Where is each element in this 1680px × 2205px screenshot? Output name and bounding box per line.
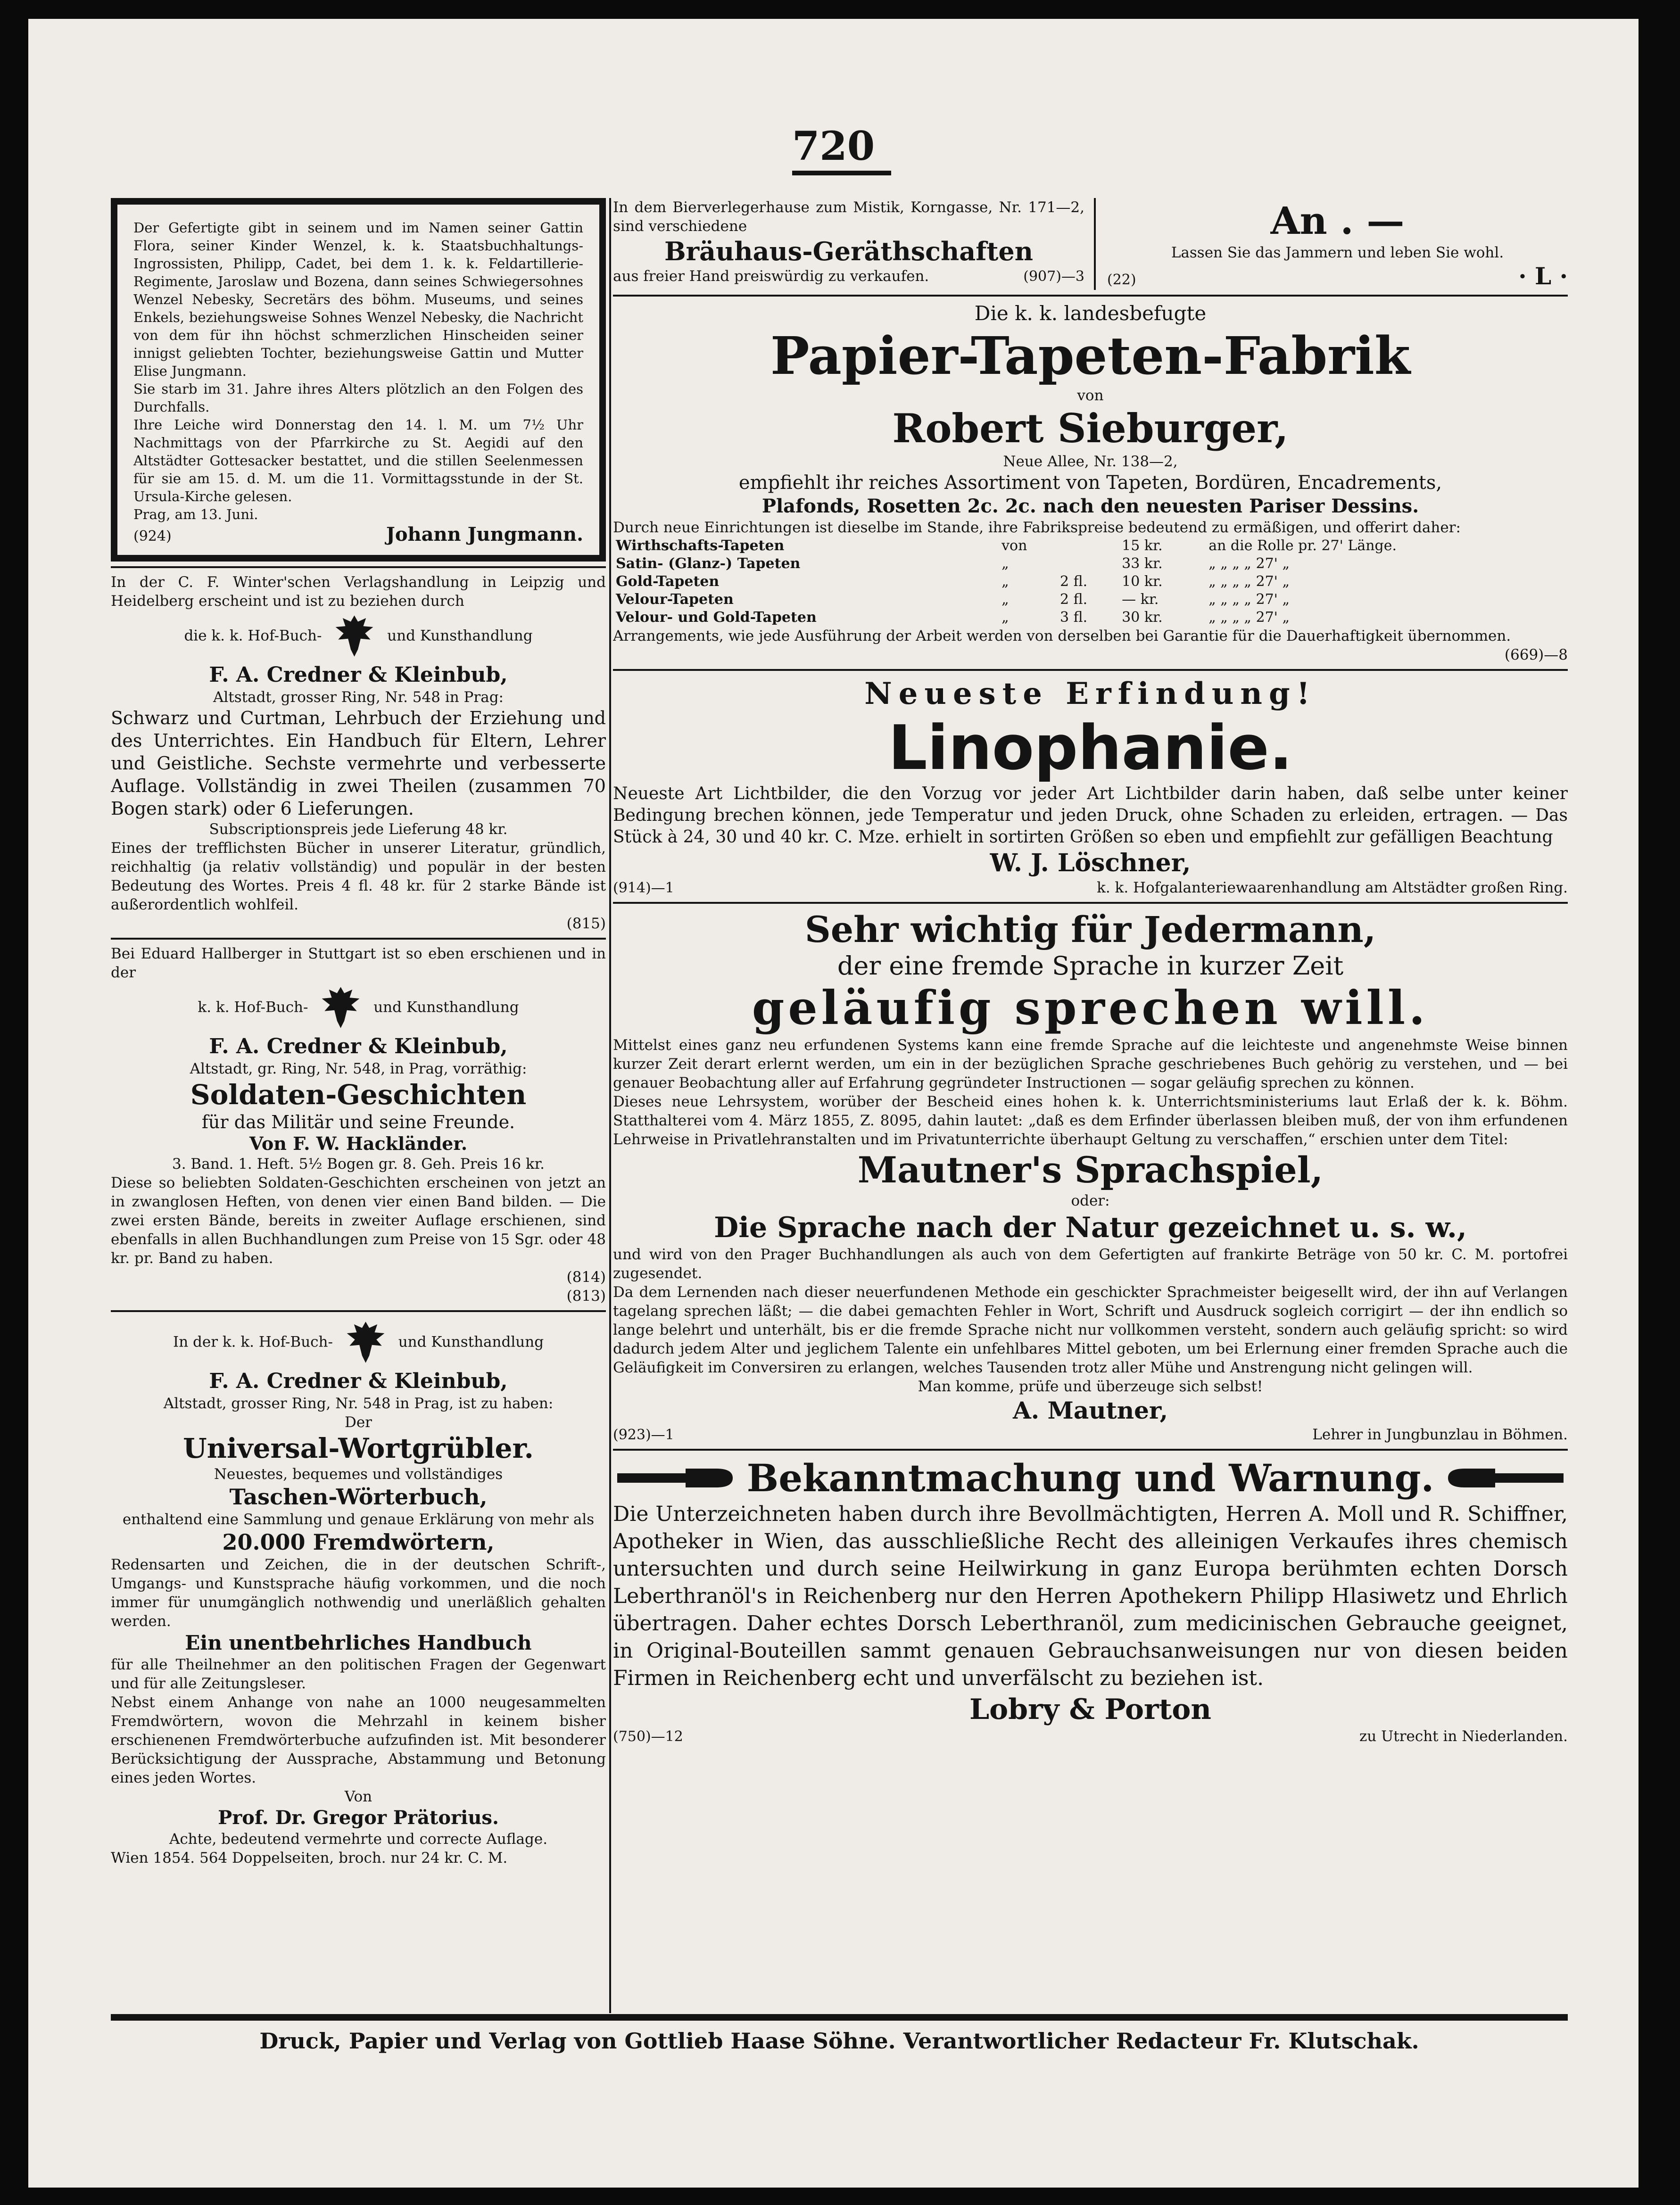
ad-brauhaus-title: Bräuhaus-Geräthschaften [664, 236, 1034, 266]
table-cell: Velour-Tapeten [616, 591, 734, 608]
table-cell [1057, 537, 1119, 555]
table-cell: „ „ „ „ 27' „ [1208, 591, 1290, 608]
table-cell: 2 fl. [1060, 591, 1088, 608]
table-cell: Wirthschafts-Tapeten [616, 537, 785, 554]
ad-brauhaus-number: (907)—3 [1023, 268, 1084, 285]
ad-tapeten [613, 301, 1568, 664]
ad-lehrbuch-title: Schwarz und Curtman, Lehrbuch der Erziehung und des Unterrichtes. Ein Handbuch für Eltern, Lehrer und Geistliche. Sechste vermehrte und verbesserte Auflage. Vollständig in zwei Theilen (zusammen 70 Bogen stark) oder 6 Lieferungen. [111, 708, 606, 819]
ad-soldaten-number: (814) [566, 1269, 606, 1286]
ad-lehrbuch-intro: In der C. F. Winter'schen Verlagshandlung in Leipzig und Heidelberg erscheint und ist zu beziehen durch [111, 574, 606, 610]
ad-warnung-signer-title: zu Utrecht in Niederlanden. [1359, 1728, 1568, 1745]
ad-wortgruebler-title2: Taschen-Wörterbuch, [229, 1484, 488, 1510]
ad-wortgruebler-von: Von [344, 1788, 372, 1805]
ad-sprache-p3: und wird von den Prager Buchhandlungen als auch von dem Gefertigten auf frankirte Beträge von 50 kr. C. M. portofrei zugesendet. [613, 1246, 1568, 1282]
ad-sprache-signer: A. Mautner, [1012, 1396, 1168, 1424]
ad-warnung-number: (750)—12 [613, 1728, 683, 1745]
shop-label-post: und Kunsthandlung [373, 999, 519, 1016]
ad-lehrbuch-shop [111, 611, 606, 662]
obituary-notice [111, 198, 606, 562]
ad-wortgruebler-sub1: Neuestes, bequemes und vollständiges [214, 1466, 503, 1483]
ad-tapeten-von: von [1077, 387, 1104, 404]
table-cell: 2 fl. [1060, 573, 1088, 590]
table-cell: „ [1001, 609, 1009, 626]
ad-an [1107, 198, 1568, 290]
ad-tapeten-title: Papier-Tapeten-Fabrik [770, 325, 1411, 386]
ad-linophanie-title: Linophanie. [888, 712, 1293, 784]
ad-linophanie-text: Neueste Art Lichtbilder, die den Vorzug vor jeder Art Lichtbilder darin haben, daß selbe unter keiner Bedingung brechen können, jede Temperatur und jeden Druck, ohne Schaden zu erleiden, ertragen. — Das Stück à 24, 30 und 40 kr. C. Mze. erhielt in sortirten Größen so eben und empfiehlt zur gefälligen Beachtung [613, 784, 1568, 847]
ad-sprache-title4: Mautner's Sprachspiel, [857, 1149, 1324, 1191]
ad-linophanie-number: (914)—1 [613, 880, 674, 896]
ad-an-text: Lassen Sie das Jammern und leben Sie wohl. [1171, 244, 1504, 261]
ad-an-number: (22) [1107, 272, 1136, 288]
page-number: 720 [792, 123, 875, 169]
ad-sprache-title1: Sehr wichtig für Jedermann, [804, 908, 1376, 950]
table-cell: 10 kr. [1122, 573, 1163, 590]
ad-lehrbuch-price: Subscriptionspreis jede Lieferung 48 kr. [209, 821, 508, 838]
table-cell: „ [1001, 573, 1009, 590]
table-cell: an die Rolle pr. 27' Länge. [1208, 537, 1397, 554]
divider [613, 902, 1568, 904]
ad-tapeten-number: (669)—8 [1504, 646, 1568, 663]
divider [111, 1310, 606, 1312]
shop-label-post: und Kunsthandlung [387, 627, 533, 644]
ad-warnung-title: Bekanntmachung und Warnung. [746, 1456, 1434, 1500]
right-column [613, 198, 1568, 2013]
ad-lehrbuch [111, 573, 606, 933]
ad-wortgruebler-der: Der [344, 1414, 372, 1431]
ad-soldaten-author: Von F. W. Hackländer. [249, 1133, 468, 1154]
page-number-underline [792, 171, 891, 175]
ad-lehrbuch-seller: F. A. Credner & Kleinbub, [209, 663, 508, 687]
ad-sprache-p1: Mittelst eines ganz neu erfundenen Systems kann eine fremde Sprache auf die leichteste und angenehmste Weise binnen kurzer Zeit derart erlernt werden, um ein in der bezüglichen Sprache geschriebenes Buch gehörig zu verstehen, und — bei genauer Beobachtung aller auf Erfahrung gegründeter Instructionen — sogar geläufig sprechen zu können. [613, 1037, 1568, 1091]
table-cell: 3 fl. [1060, 609, 1088, 626]
ad-sprache-title2: der eine fremde Sprache in kurzer Zeit [837, 951, 1344, 981]
price-table [613, 537, 1568, 627]
divider [613, 1449, 1568, 1451]
obituary-text: Der Gefertigte gibt in seinem und im Namen seiner Gattin Flora, seiner Kinder Wenzel, k. k. Staatsbuchhaltungs-Ingrossisten, Philipp, Cadet, bei dem 1. k. k. Feldartillerie-Regimente, Jaroslaw und Bozena, dann seines Schwiegersohnes Wenzel Nebesky, Secretärs des böhm. Museums, und seines Enkels, beziehungsweise Sohnes Wenzel Nebesky, die Nachricht von dem für ihn höchst schmerzlichen Hinscheiden seiner innigst geliebten Tochter, beziehungsweise Gattin und Mutter Elise Jungmann. [133, 220, 583, 379]
shop-label-pre: die k. k. Hof-Buch- [184, 627, 322, 644]
table-cell: Velour- und Gold-Tapeten [616, 609, 817, 626]
ad-soldaten-address: Altstadt, gr. Ring, Nr. 548, in Prag, vorräthig: [190, 1060, 527, 1077]
ad-an-foot [1107, 262, 1568, 290]
table-row [613, 555, 1568, 573]
ad-warnung-text: Die Unterzeichneten haben durch ihre Bevollmächtigten, Herren A. Moll und R. Schiffner, Apotheker in Wien, das ausschließliche Recht des alleinigen Verkaufes ihres chemisch untersuchten und durch seine Heilwirkung in ganz Europa berühmten echten Dorsch Leberthranöl's in Reichenberg nur den Herren Apothekern Philipp Hlasiwetz und Ehrlich übertragen. Daher echtes Dorsch Leberthranöl, zum medicinischen Gebrauche geeignet, in Original-Bouteillen sammt genauen Gebrauchsanweisungen nur von diesen beiden Firmen in Reichenberg echt und unverfälscht zu beziehen ist. [613, 1502, 1568, 1690]
divider [111, 938, 606, 940]
ad-sprache-foot [613, 1425, 1568, 1444]
imperial-eagle-icon [343, 1317, 388, 1369]
ad-tapeten-address: Neue Allee, Nr. 138—2, [1003, 453, 1178, 470]
ad-warnung [613, 1455, 1568, 1746]
ad-soldaten-title: Soldaten-Geschichten [190, 1079, 527, 1111]
table-row [613, 573, 1568, 591]
ad-sprache-number: (923)—1 [613, 1427, 674, 1443]
table-cell: — kr. [1122, 591, 1159, 608]
ad-wortgruebler-sub2: enthaltend eine Sammlung und genaue Erklärung von mehr als [122, 1511, 595, 1528]
ad-sprache-p5: Man komme, prüfe und überzeuge sich selbst! [918, 1378, 1263, 1395]
ad-brauhaus-text: In dem Bierverlegerhause zum Mistik, Korngasse, Nr. 171—2, sind verschiedene [613, 199, 1084, 235]
ad-tapeten-line1: empfiehlt ihr reiches Assortiment von Tapeten, Bordüren, Encadrements, [738, 472, 1442, 494]
table-cell: von [1001, 537, 1027, 554]
table-cell: „ „ „ „ 27' „ [1208, 573, 1290, 590]
pointing-hand-right-icon [615, 1459, 737, 1497]
ad-wortgruebler-sub5: Nebst einem Anhange von nahe an 1000 neugesammelten Fremdwörtern, wovon die Mehrzahl in keinem bisher erschienenen Fremdwörterbuche aufzufinden ist. Mit besonderer Berücksichtigung der Aussprache, Abstammung und Betonung eines jeden Wortes. [111, 1694, 606, 1786]
table-cell [1057, 555, 1119, 573]
ad-warnung-title-row [613, 1455, 1568, 1501]
shop-label-post: und Kunsthandlung [398, 1333, 544, 1351]
table-cell: Satin- (Glanz-) Tapeten [616, 555, 801, 572]
shop-label-pre: k. k. Hof-Buch- [198, 999, 308, 1016]
ad-sprache-p2: Dieses neue Lehrsystem, worüber der Bescheid eines hohen k. k. Unterrichtsministeriums laut Erlaß der k. k. Böhm. Statthalterei vom 4. März 1855, Z. 8095, dahin lautet: „daß es dem Erfinder überlassen bleiben muß, der von ihm erfundenen Lehrweise in Privatlehranstalten und im Privatunterrichte überhaupt Geltung zu verschaffen,“ erschien unter dem Titel: [613, 1093, 1568, 1148]
ad-sprache-oder: oder: [1071, 1192, 1110, 1209]
ad-tapeten-line2: Plafonds, Rosetten 2c. 2c. nach den neuesten Pariser Dessins. [761, 495, 1419, 517]
table-row [613, 609, 1568, 627]
ad-linophanie-pre: Neueste Erfindung! [864, 676, 1316, 711]
ad-wortgruebler-edition: Achte, bedeutend vermehrte und correcte Auflage. [169, 1831, 548, 1848]
column-divider [609, 198, 611, 2013]
imperial-eagle-icon [332, 611, 377, 662]
imperial-eagle-icon [318, 982, 363, 1034]
obituary-text-3: Ihre Leiche wird Donnerstag den 14. l. M. um 7½ Uhr Nachmittags von der Pfarrkirche zu St. Aegidi auf den Altstädter Gottesacker bestattet, und die stillen Seelenmessen für sie am 15. d. M. um die 11. Vormittagsstunde in der St. Ursula-Kirche gelesen. [133, 417, 583, 504]
table-cell: Gold-Tapeten [616, 573, 720, 590]
obituary-signature: Johann Jungmann. [386, 523, 583, 545]
ad-wortgruebler-address: Altstadt, grosser Ring, Nr. 548 in Prag, ist zu haben: [163, 1395, 554, 1412]
obituary-signature-row [133, 523, 583, 545]
imprint-footer: Druck, Papier und Verlag von Gottlieb Haase Söhne. Verantwortlicher Redacteur Fr. Klutschak. [259, 2028, 1419, 2054]
shop-label-pre: In der k. k. Hof-Buch- [173, 1333, 333, 1351]
ad-soldaten-intro: Bei Eduard Hallberger in Stuttgart ist so eben erschienen und in der [111, 945, 606, 981]
table-row [613, 591, 1568, 609]
ad-wortgruebler-seller: F. A. Credner & Kleinbub, [209, 1369, 508, 1393]
ad-lehrbuch-text: Eines der trefflichsten Bücher in unserer Literatur, gründlich, reichhaltig (ja relativ vollständig) und populär in der besten Bedeutung des Wortes. Preis 4 fl. 48 kr. für 2 starke Bände ist außerordentlich wohlfeil. [111, 840, 606, 913]
table-cell: „ „ „ „ 27' „ [1208, 609, 1290, 626]
ad-linophanie-signer: W. J. Löschner, [990, 849, 1191, 877]
ad-soldaten-text: Diese so beliebten Soldaten-Geschichten erscheinen von jetzt an in zwanglosen Heften, von denen vier einen Band bilden. — Die zwei ersten Bände, bereits in zweiter Auflage erschienen, sind ebenfalls in allen Buchhandlungen zum Preise von 15 Sgr. oder 48 kr. pr. Band zu haben. [111, 1174, 606, 1267]
ad-an-title: An . — [1270, 198, 1405, 243]
ad-linophanie [613, 676, 1568, 897]
ad-an-sign: · L · [1518, 262, 1568, 290]
table-cell: 33 kr. [1122, 555, 1163, 572]
ad-tapeten-line3: Durch neue Einrichtungen ist dieselbe im Stande, ihre Fabrikspreise bedeutend zu ermäßigen, und offerirt daher: [613, 519, 1461, 536]
divider [613, 295, 1568, 297]
ad-tapeten-closing: Arrangements, wie jede Ausführung der Arbeit werden von derselben bei Garantie für die Dauerhaftigkeit übernommen. [613, 628, 1511, 644]
ad-lehrbuch-number: (815) [566, 915, 606, 932]
ad-sprache-title5: Die Sprache nach der Natur gezeichnet u. s. w., [714, 1211, 1467, 1244]
ad-tapeten-owner: Robert Sieburger, [892, 405, 1289, 452]
table-cell: „ [1001, 591, 1009, 608]
ad-wortgruebler-title3: Ein unentbehrliches Handbuch [185, 1631, 532, 1654]
table-row [613, 537, 1568, 555]
ad-brauhaus [613, 198, 1096, 290]
left-column [111, 198, 606, 2013]
ad-wortgruebler-sub4: für alle Theilnehmer an den politischen Fragen der Gegenwart und für alle Zeitungsleser. [111, 1656, 606, 1692]
ad-wortgruebler-sub3: Redensarten und Zeichen, die in der deutschen Schrift-, Umgangs- und Kunstsprache häufig vorkommen, und die noch immer für unumgänglich nothwendig und unerläßlich gehalten werden. [111, 1556, 606, 1630]
newspaper-page [28, 19, 1639, 2188]
ad-warnung-foot [613, 1727, 1568, 1746]
ad-tapeten-pre: Die k. k. landesbefugte [974, 302, 1207, 325]
ad-soldaten-shop [111, 982, 606, 1034]
ad-brauhaus-text2: aus freier Hand preiswürdig zu verkaufen. [613, 268, 929, 285]
divider [613, 669, 1568, 671]
ad-wortgruebler-author: Prof. Dr. Gregor Prätorius. [218, 1807, 499, 1829]
ad-soldaten-number-2: (813) [566, 1288, 606, 1305]
ad-sprache-signer-title: Lehrer in Jungbunzlau in Böhmen. [1312, 1426, 1568, 1443]
ad-wortgruebler-count: 20.000 Fremdwörtern, [222, 1529, 495, 1555]
ad-wortgruebler-pub: Wien 1854. 564 Doppelseiten, broch. nur 24 kr. C. M. [111, 1850, 508, 1866]
ad-sprache-title3: geläufig sprechen will. [752, 981, 1429, 1035]
ad-lehrbuch-address: Altstadt, grosser Ring, Nr. 548 in Prag: [213, 689, 504, 706]
ad-soldaten-subtitle: für das Militär und seine Freunde. [201, 1112, 515, 1132]
ad-soldaten-details: 3. Band. 1. Heft. 5½ Bogen gr. 8. Geh. Preis 16 kr. [172, 1156, 545, 1173]
top-ads-row [613, 198, 1568, 290]
table-cell: „ „ „ „ 27' „ [1208, 555, 1290, 572]
ad-sprache [613, 908, 1568, 1444]
ad-wortgruebler-title: Universal-Wortgrübler. [183, 1432, 534, 1464]
ad-wortgruebler [111, 1317, 606, 1867]
table-cell: 15 kr. [1122, 537, 1163, 554]
footer-rule [111, 2014, 1568, 2021]
ad-linophanie-foot [613, 878, 1568, 897]
obituary-number: (924) [133, 528, 172, 545]
ad-linophanie-signer-title: k. k. Hofgalanteriewaarenhandlung am Altstädter großen Ring. [1097, 879, 1568, 896]
ad-soldaten-seller: F. A. Credner & Kleinbub, [209, 1034, 508, 1058]
obituary-place-date: Prag, am 13. Juni. [133, 506, 258, 522]
ad-soldaten [111, 944, 606, 1305]
ad-wortgruebler-shop [111, 1317, 606, 1369]
table-cell: 30 kr. [1122, 609, 1163, 626]
ad-brauhaus-foot [613, 267, 1084, 286]
ad-warnung-signer: Lobry & Porton [969, 1693, 1212, 1726]
divider [111, 566, 606, 568]
ad-sprache-p4: Da dem Lernenden nach dieser neuerfundenen Methode ein geschickter Sprachmeister beigesellt wird, der ihn auf Verlangen tagelang sprechen läßt; — die dabei gemachten Fehler in Wort, Schrift und Ausdruck sogleich corrigirt — der ihn endlich so lange belehrt und unterhält, bis er die fremde Sprache nicht nur vollkommen versteht, sondern auch geläufig spricht: so wird dadurch jedem Alter und jeglichem Talente ein unfehlbares Mittel geboten, um bei Erlernung einer fremden Sprache auch die Geläufigkeit im Conversiren zu erlangen, welches Tausenden trotz aller Mühe und Anstrengung nicht gelingen will. [613, 1284, 1568, 1376]
pointing-hand-left-icon [1443, 1459, 1566, 1497]
obituary-text-2: Sie starb im 31. Jahre ihres Alters plötzlich an den Folgen des Durchfalls. [133, 381, 583, 415]
table-cell: „ [1001, 555, 1009, 572]
